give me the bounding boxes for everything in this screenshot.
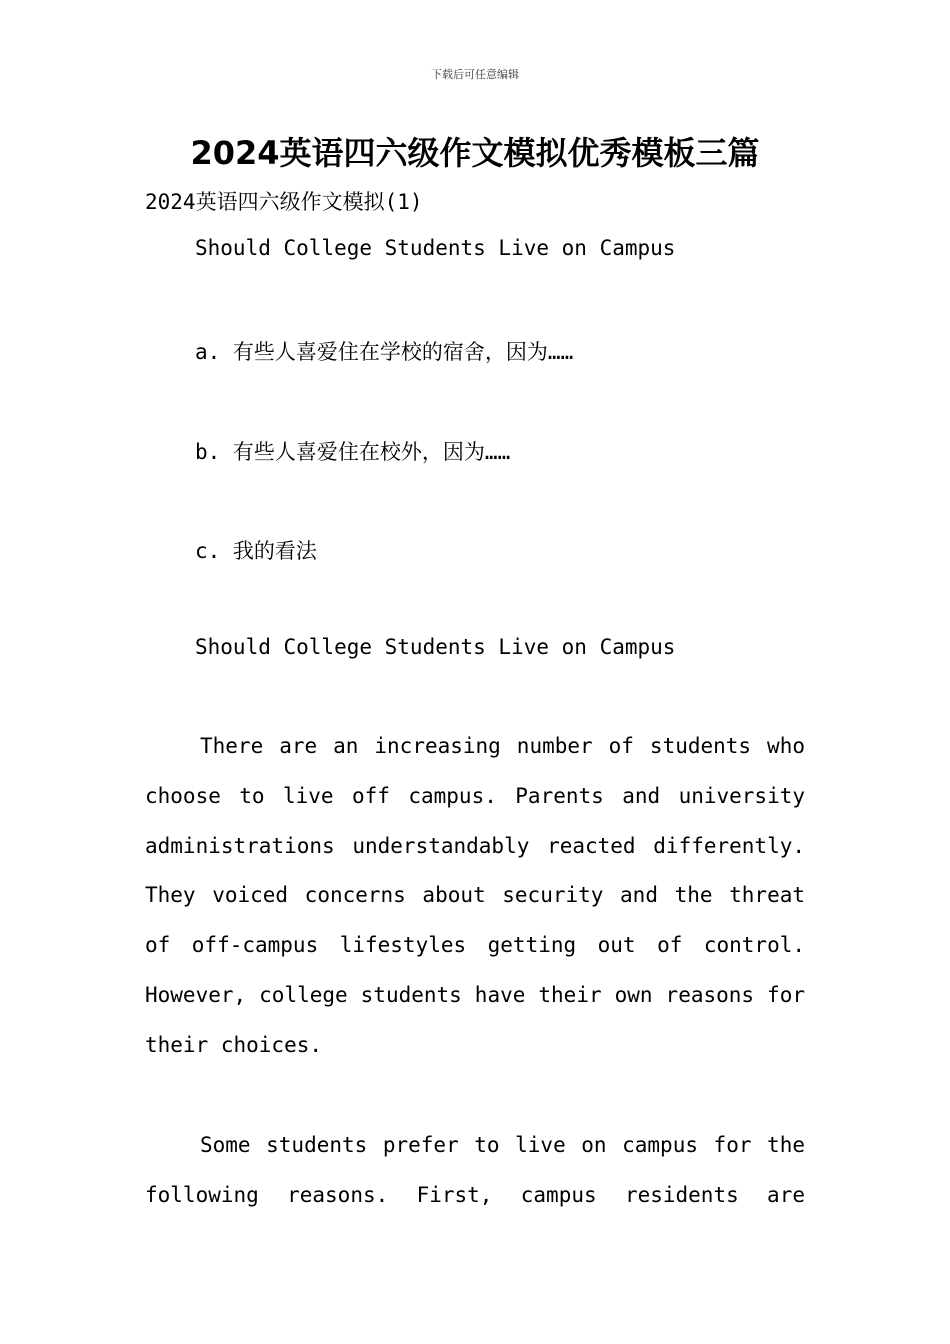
outline-item-a: a. 有些人喜爱住在学校的宿舍，因为…… <box>195 340 574 364</box>
essay-title: Should College Students Live on Campus <box>195 236 676 260</box>
essay-title-repeat: Should College Students Live on Campus <box>195 635 676 659</box>
outline-item-b: b. 有些人喜爱住在校外，因为…… <box>195 440 511 464</box>
essay-paragraph-2: Some students prefer to live on campus for the following reasons. First, campus residents are <box>145 1133 805 1207</box>
outline-item-c: c. 我的看法 <box>195 539 317 563</box>
section-heading: 2024英语四六级作文模拟(1) <box>145 190 423 214</box>
essay-paragraph-1: There are an increasing number of students who choose to live off campus. Parents and university administrations understandably reacted differently. They voiced concerns about security and the threat of off-campus lifestyles getting out of control. However, college students have their own reasons for their choices. <box>145 734 805 1057</box>
header-note: 下载后可任意编辑 <box>431 68 519 81</box>
document-title: 2024英语四六级作文模拟优秀模板三篇 <box>190 134 760 172</box>
